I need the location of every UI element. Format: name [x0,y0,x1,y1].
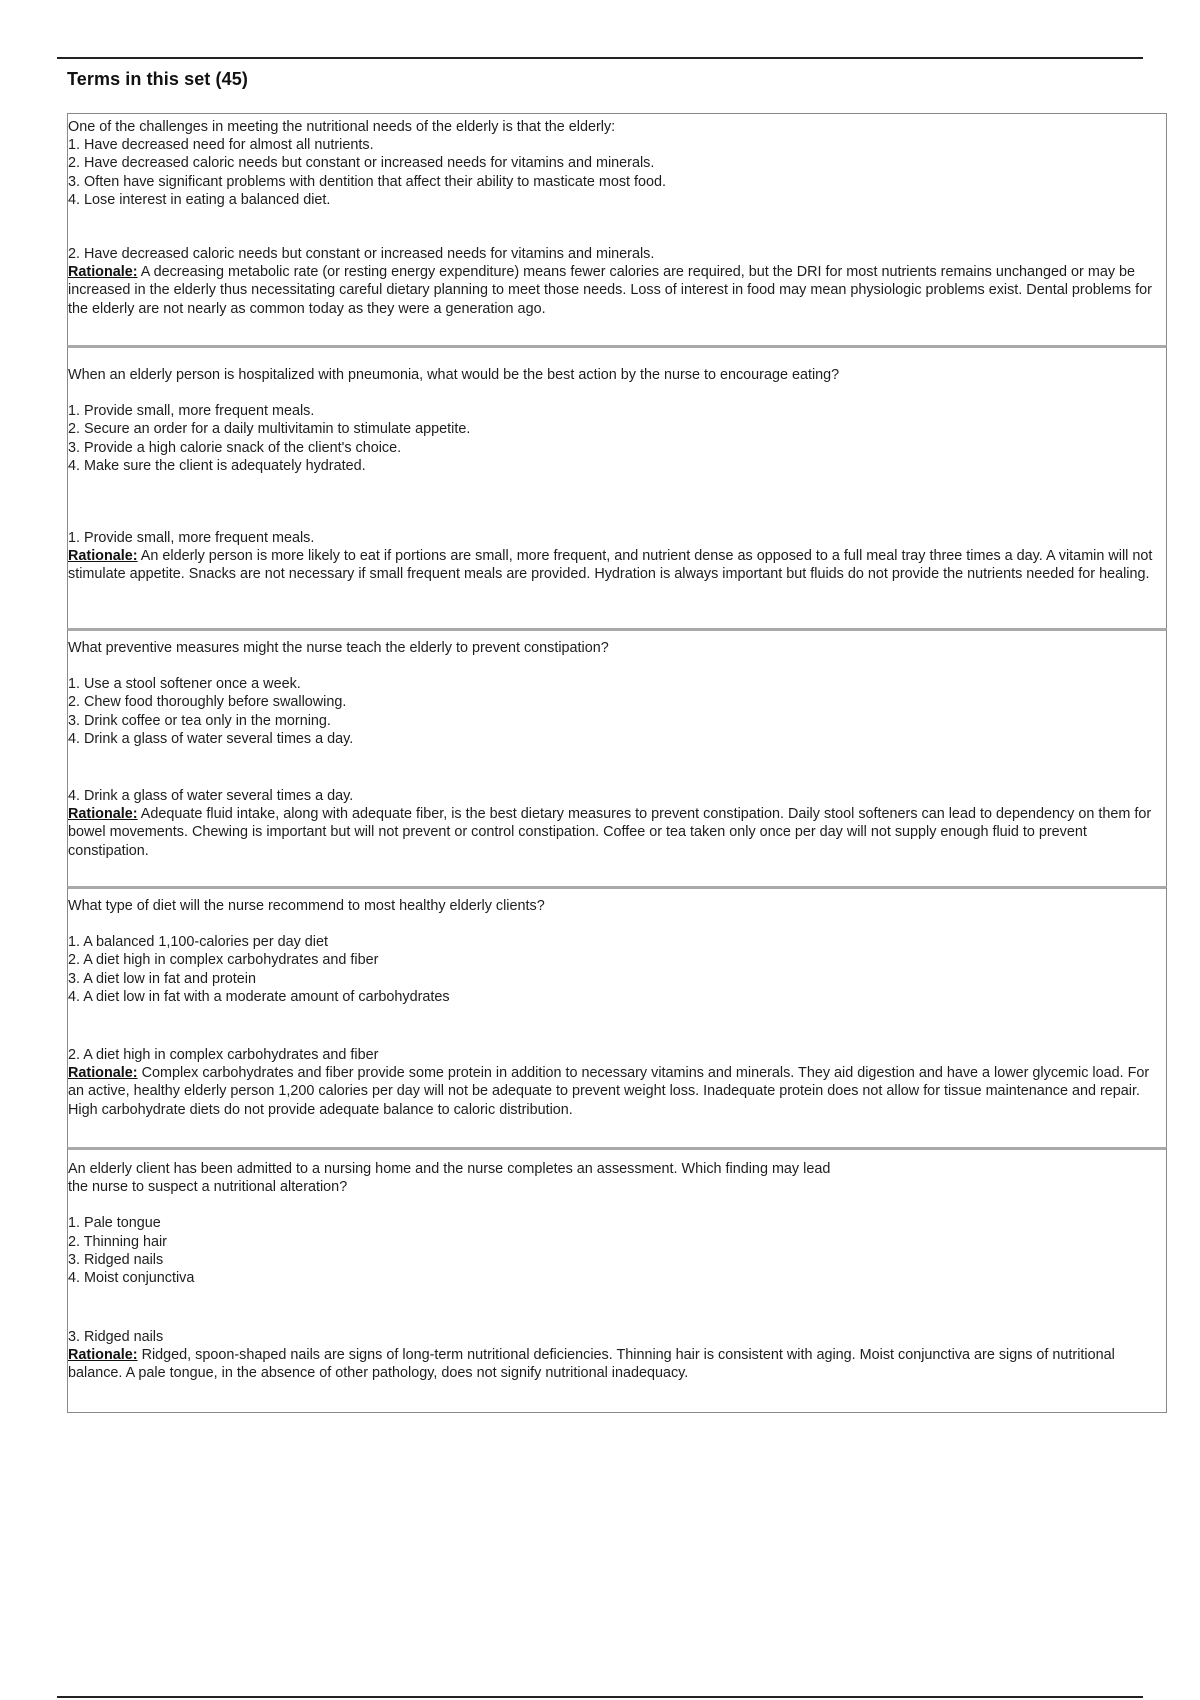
option-line: 3. Often have significant problems with dentition that affect their ability to masticate most food. [68,173,667,190]
answer-line: 1. Provide small, more frequent meals. [68,530,315,546]
terms-heading: Terms in this set (45) [67,69,248,89]
option-line: 3. Ridged nails [68,1251,164,1268]
option-line: 1. Pale tongue [68,1215,161,1232]
top-rule [57,57,1143,59]
bottom-rule [57,1696,1143,1698]
question-line: An elderly client has been admitted to a nursing home and the nurse completes an assessment. Which finding may lead [68,1161,831,1177]
question-line: What type of diet will the nurse recommend to most healthy elderly clients? [68,898,545,914]
option-line: 4. A diet low in fat with a moderate amount of carbohydrates [68,988,450,1005]
term-question [68,118,1166,209]
answer-line: 4. Drink a glass of water several times a day. [68,788,354,804]
rationale-label: Rationale: [68,1347,138,1364]
term-answer [68,787,1166,860]
option-line: 2. A diet high in complex carbohydrates and fiber [68,952,379,969]
option-line: 2. Have decreased caloric needs but constant or increased needs for vitamins and minerals. [68,155,655,172]
option-line: 4. Drink a glass of water several times a day. [68,730,354,747]
option-line: 1. A balanced 1,100-calories per day diet [68,934,329,951]
question-line: the nurse to suspect a nutritional alteration? [68,1179,348,1196]
rationale-body: Ridged, spoon-shaped nails are signs of long-term nutritional deficiencies. Thinning hair is consistent with aging. Moist conjunctiva are signs of nutritional balance. A pale tongue, in the absence of other pathology, does not signify nutritional inadequacy. [68,1347,1115,1382]
rationale-text [68,805,1166,860]
option-line: 2. Thinning hair [68,1233,167,1250]
question-line: When an elderly person is hospitalized with pneumonia, what would be the best action by the nurse to encourage eating? [68,367,840,383]
option-line: 1. Use a stool softener once a week. [68,676,301,693]
answer-line: 2. A diet high in complex carbohydrates and fiber [68,1047,379,1063]
answer-line: 2. Have decreased caloric needs but constant or increased needs for vitamins and minerals. [68,246,655,262]
term-answer [68,529,1166,584]
term-card-3 [67,628,1167,888]
question-line: What preventive measures might the nurse teach the elderly to prevent constipation? [68,640,609,656]
blank-line [68,657,1166,675]
term-answer [68,1046,1166,1119]
rationale-label: Rationale: [68,1065,138,1082]
option-line: 3. Drink coffee or tea only in the morning. [68,712,331,729]
option-line: 4. Lose interest in eating a balanced diet. [68,191,331,208]
rationale-label: Rationale: [68,548,138,565]
option-line: 3. Provide a high calorie snack of the client's choice. [68,439,402,456]
blank-line [68,1196,1166,1214]
rationale-text [68,263,1166,318]
term-question [68,1160,1166,1287]
term-card-4 [67,886,1167,1149]
rationale-body: Complex carbohydrates and fiber provide some protein in addition to necessary vitamins and minerals. They aid digestion and have a lower glycemic load. For an active, healthy elderly person 1,200 calories per day will not be adequate to prevent weight loss. Inadequate protein does not allow for tissue maintenance and repair. High carbohydrate diets do not provide adequate balance to caloric distribution. [68,1065,1150,1118]
blank-line [68,915,1166,933]
option-line: 1. Provide small, more frequent meals. [68,403,315,420]
term-answer [68,245,1166,318]
term-question [68,639,1166,748]
rationale-body: Adequate fluid intake, along with adequate fiber, is the best dietary measures to prevent constipation. Daily stool softeners can lead to dependency on them for bowel movements. Chewing is important but will not prevent or control constipation. Coffee or tea taken only once per day will not supply enough fluid to prevent constipation. [68,806,1152,859]
option-line: 2. Secure an order for a daily multivitamin to stimulate appetite. [68,421,471,438]
option-line: 4. Make sure the client is adequately hydrated. [68,457,366,474]
term-card-5 [67,1147,1167,1413]
rationale-text [68,1064,1166,1119]
answer-line: 3. Ridged nails [68,1329,164,1345]
rationale-label: Rationale: [68,264,138,281]
question-line: One of the challenges in meeting the nutritional needs of the elderly is that the elderly: [68,119,616,135]
rationale-label: Rationale: [68,806,138,823]
term-question [68,366,1166,475]
rationale-text [68,547,1166,583]
rationale-text [68,1346,1166,1382]
option-line: 3. A diet low in fat and protein [68,970,257,987]
blank-line [68,384,1166,402]
term-answer [68,1328,1166,1383]
rationale-body: An elderly person is more likely to eat if portions are small, more frequent, and nutrient dense as opposed to a full meal tray three times a day. A vitamin will not stimulate appetite. Snacks are not necessary if small frequent meals are provided. Hydration is always important but fluids do not provide the nutrients needed for healing. [68,548,1153,583]
term-card-1 [67,113,1167,347]
option-line: 2. Chew food thoroughly before swallowing. [68,694,347,711]
option-line: 1. Have decreased need for almost all nutrients. [68,137,374,154]
term-question [68,897,1166,1006]
term-card-2 [67,345,1167,630]
rationale-body: A decreasing metabolic rate (or resting energy expenditure) means fewer calories are required, but the DRI for most nutrients remains unchanged or may be increased in the elderly thus necessitating careful dietary planning to meet those needs. Loss of interest in food may mean physiologic problems exist. Dental problems for the elderly are not nearly as common today as they were a generation ago. [68,264,1152,317]
option-line: 4. Moist conjunctiva [68,1270,195,1287]
